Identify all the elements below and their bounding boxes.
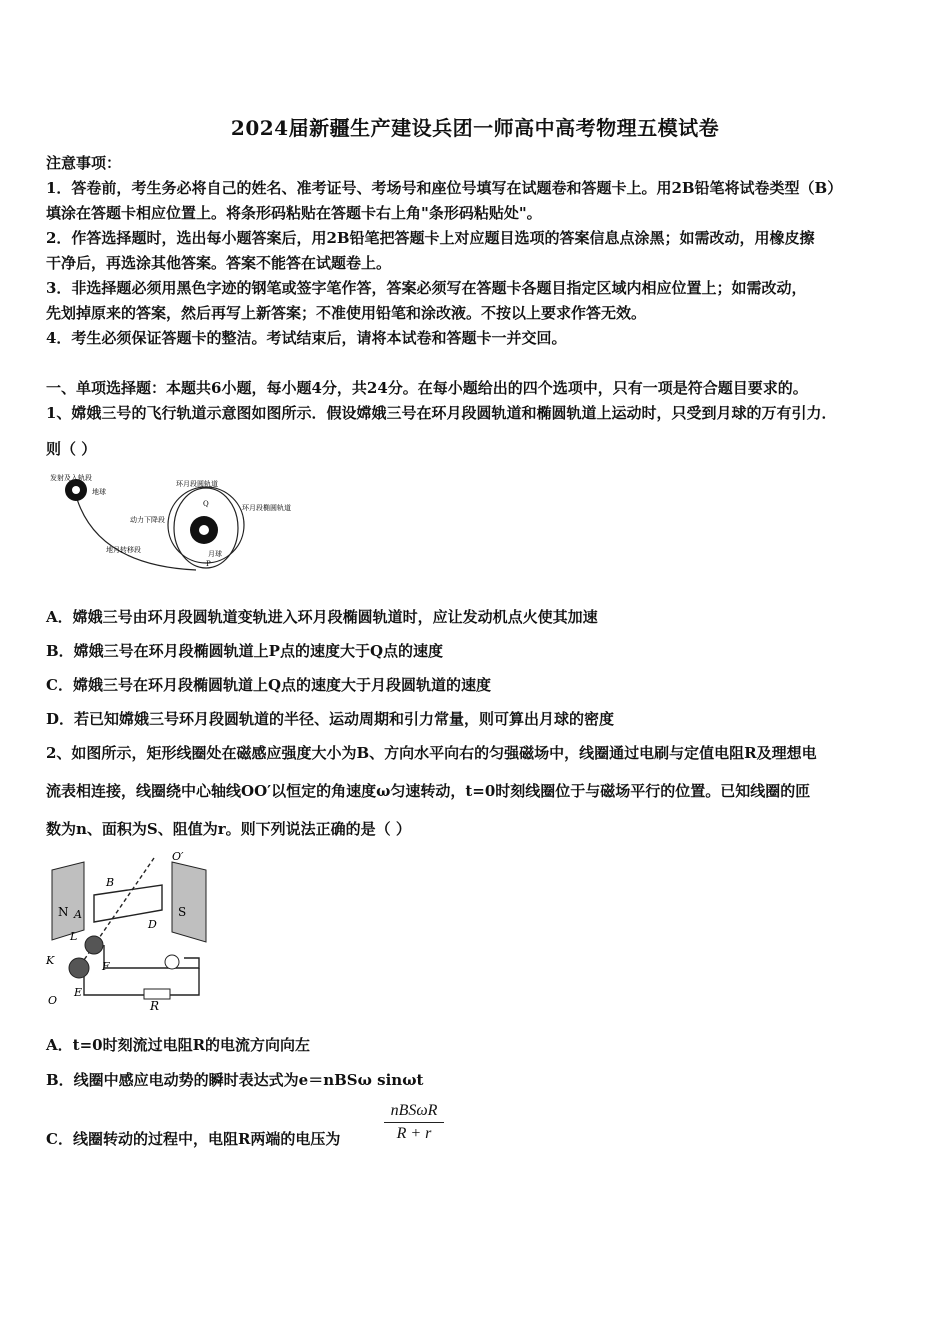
- s-pole-label: S: [178, 905, 187, 919]
- q1-option-a: A．嫦娥三号由环月段圆轨道变轨进入环月段椭圆轨道时，应让发动机点火使其加速: [46, 608, 598, 626]
- generator-diagram: [44, 850, 214, 1010]
- coil: [94, 885, 162, 922]
- o-prime-label: O′: [172, 850, 184, 863]
- q1-option-c: C．嫦娥三号在环月段椭圆轨道上Q点的速度大于月段圆轨道的速度: [46, 676, 492, 694]
- q1-stem: 1、嫦娥三号的飞行轨道示意图如图所示．假设嫦娥三号在环月段圆轨道和椭圆轨道上运动时，只受到月球的万有引力．: [46, 404, 837, 422]
- s-pole-magnet: [172, 862, 206, 942]
- q1-option-b: B．嫦娥三号在环月段椭圆轨道上P点的速度大于Q点的速度: [46, 642, 444, 660]
- q2-stem: 流表相连接，线圈绕中心轴线OO′以恒定的角速度ω匀速转动，t=0时刻线圈位于与磁场平行的位置。已知线圈的匝: [46, 782, 811, 800]
- notice-line: 干净后，再选涂其他答案。答案不能答在试题卷上。: [46, 254, 392, 272]
- q-point-label: Q: [203, 500, 209, 508]
- fraction-denominator: R + r: [396, 1125, 432, 1142]
- f-label: F: [102, 960, 110, 973]
- q2-option-c: C．线圈转动的过程中，电阻R两端的电压为: [46, 1130, 341, 1148]
- p-point-label: P: [206, 560, 211, 568]
- l-label: L: [70, 930, 78, 943]
- notice-line: 先划掉原来的答案，然后再写上新答案；不准使用铅笔和涂改液。不按以上要求作答无效。: [46, 304, 647, 322]
- notice-line: 填涂在答题卡相应位置上。将条形码粘贴在答题卡右上角"条形码粘贴处"。: [46, 204, 542, 222]
- d-label: D: [148, 918, 157, 931]
- n-pole-label: N: [58, 905, 69, 919]
- section-heading: 一、单项选择题：本题共6小题，每小题4分，共24分。在每小题给出的四个选项中，只有一项是符合题目要求的。: [46, 379, 808, 397]
- earth-label: 地球: [92, 488, 106, 496]
- q2-stem-end: 数为n、面积为S、阻值为r。则下列说法正确的是（ ）: [46, 820, 411, 838]
- page-title: 2024届新疆生产建设兵团一师高中高考物理五模试卷: [230, 116, 720, 140]
- slip-ring-top: [85, 936, 103, 954]
- slip-ring-bottom: [69, 958, 89, 978]
- b-label: B: [106, 876, 115, 889]
- moon-label: 月球: [208, 550, 222, 558]
- notice-heading: 注意事项：: [46, 154, 122, 172]
- voltage-fraction: [384, 1102, 444, 1143]
- transfer-label: 地月转移段: [106, 546, 141, 554]
- q1-stem-end: 则（ ）: [46, 440, 97, 458]
- circle-orbit-label: 环月段圆轨道: [176, 480, 218, 488]
- q1-option-d: D．若已知嫦娥三号环月段圆轨道的半径、运动周期和引力常量，则可算出月球的密度: [46, 710, 615, 728]
- resistor-icon: [144, 989, 170, 999]
- ammeter-icon: [165, 955, 179, 969]
- descent-label: 动力下降段: [130, 516, 165, 524]
- notice-line: 2．作答选择题时，选出每小题答案后，用2B铅笔把答题卡上对应题目选项的答案信息点涂黑；如需改动，用橡皮擦: [46, 229, 815, 247]
- q2-option-a: A．t=0时刻流过电阻R的电流方向向左: [46, 1036, 311, 1054]
- q2-option-b: B．线圈中感应电动势的瞬时表达式为e＝nBSω sinωt: [46, 1071, 424, 1089]
- q2-stem: 2、如图所示，矩形线圈处在磁感应强度大小为B、方向水平向右的匀强磁场中，线圈通过电刷与定值电阻R及理想电: [46, 744, 817, 762]
- n-pole-magnet: [52, 862, 84, 940]
- e-label: E: [74, 986, 83, 999]
- notice-line: 4．考生必须保证答题卡的整洁。考试结束后，请将本试卷和答题卡一并交回。: [46, 329, 567, 347]
- o-label: O: [48, 994, 58, 1007]
- orbit-diagram: [46, 470, 316, 580]
- notice-line: 1．答卷前，考生务必将自己的姓名、准考证号、考场号和座位号填写在试题卷和答题卡上。用2B铅笔将试卷类型（B）: [46, 179, 843, 197]
- launch-label: 发射及入轨段: [50, 474, 92, 482]
- ellipse-orbit-label: 环月段椭圆轨道: [242, 504, 291, 512]
- a-label: A: [74, 908, 82, 921]
- fraction-numerator: nBSωR: [384, 1102, 444, 1123]
- k-label: K: [46, 954, 55, 967]
- r-label: R: [150, 999, 160, 1010]
- notice-line: 3．非选择题必须用黑色字迹的钢笔或签字笔作答，答案必须写在答题卡各题目指定区域内相应位置上；如需改动，: [46, 279, 807, 297]
